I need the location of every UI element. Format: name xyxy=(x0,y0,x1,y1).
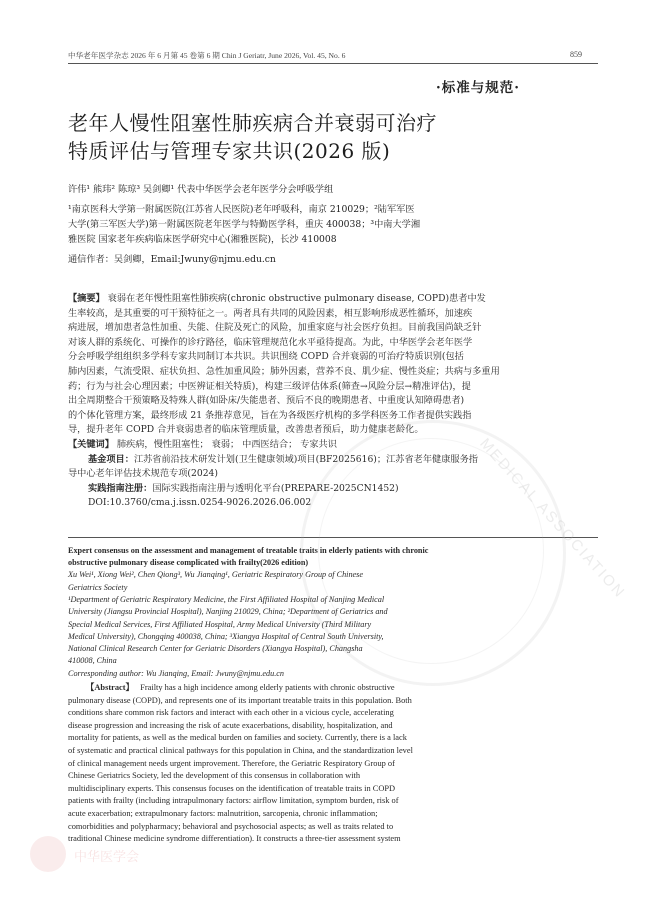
english-abstract-line: of clinical management needs urgent improvement. Therefore, the Geriatric Respiratory Group of xyxy=(68,758,395,768)
fund-label: 基金项目： xyxy=(88,453,134,465)
registry-label: 实践指南注册： xyxy=(88,482,153,494)
english-abstract-line: conditions share common risk factors and interact with each other in a vicious cycle, accelerating xyxy=(68,708,394,718)
english-affiliation-line: University (Jiangsu Provincial Hospital), Nanjing 210029, China; ²Department of Geriatrics and xyxy=(68,607,388,617)
fund-line-1: 基金项目：江苏省前沿技术研发计划(卫生健康领域)项目(BF2025616)；江苏省老年健康服务指 xyxy=(88,453,478,465)
abstract-cn-line: 药；行为与社会心理因素；中医辨证相关特质)，构建三级评估体系(筛查→风险分层→精准评估)，提 xyxy=(68,380,471,392)
keywords xyxy=(68,438,596,453)
english-abstract-line: acute exacerbation; extrapulmonary factors: malnutrition, sarcopenia, chronic inflammation; xyxy=(68,809,378,819)
article-title-line-2: 特质评估与管理专家共识(2026 版) xyxy=(68,139,391,163)
header-rule xyxy=(68,63,598,64)
article-title-line-1: 老年人慢性阻塞性肺疾病合并衰弱可治疗 xyxy=(68,111,437,135)
abstract-cn-line: 的个体化管理方案，最终形成 21 条推荐意见，旨在为各级医疗机构的多学科医务工作者提供实践指 xyxy=(68,409,472,421)
english-authors-line-2: Geriatrics Society xyxy=(68,582,128,592)
english-abstract-label: 【Abstract】 xyxy=(86,683,134,693)
english-title-line-1: Expert consensus on the assessment and management of treatable traits in elderly patients with chronic xyxy=(68,546,429,555)
affiliation-line-2: 大学(第三军医大学)第一附属医院老年医学与特勤医学科，重庆 400038；³中南大学湘 xyxy=(68,219,421,230)
english-abstract-line: comorbidities and polypharmacy; behavioral and psychosocial aspects; as well as traits related to xyxy=(68,821,394,831)
english-authors-line-1: Xu Wei¹, Xiong Wei², Chen Qiong³, Wu Jianqing¹, Geriatric Respiratory Group of Chinese xyxy=(68,570,363,580)
abstract-cn-line: 出全周期整合干预策略及特殊人群(如卧床/失能患者、预后不良的晚期患者、中重度认知障碍患者) xyxy=(68,395,465,407)
abstract-cn-line: 病进展，增加患者急性加重、失能、住院及死亡的风险，加重家庭与社会医疗负担。目前我国尚缺乏针 xyxy=(68,322,482,334)
english-abstract-line: of systematic and practical clinical pathways for this population in China, and the standardization level xyxy=(68,746,413,756)
english-abstract-line: 【Abstract】 Frailty has a high incidence among elderly patients with chronic obstructive xyxy=(68,682,598,695)
abstract-cn-line: 肺内因素，气流受限、症状负担、急性加重风险；肺外因素，营养不良、肌少症、慢性炎症；共病与多重用 xyxy=(68,365,500,377)
watermark-text: MEDICAL ASSOCIATION xyxy=(476,435,629,602)
author-list: 许伟¹ 熊玮² 陈琼³ 吴剑卿¹ 代表中华医学会老年医学分会呼吸学组 xyxy=(68,184,334,195)
abstract-cn-line: 导，提升老年 COPD 合并衰弱患者的临床管理质量，改善患者预后，助力健康老龄化。 xyxy=(68,424,424,436)
english-abstract-line: multidisciplinary experts. This consensus focuses on the identification of treatable traits in COPD xyxy=(68,783,396,793)
english-abstract-line: Chinese Geriatrics Society, led the development of this consensus in collaboration with xyxy=(68,771,361,781)
english-abstract-line: patients with frailty (including intrapulmonary factors: airflow limitation, symptom burden, risk of xyxy=(68,796,399,806)
english-affiliation-line: Medical University), Chongqing 400038, China; ³Xiangya Hospital of Central South University, xyxy=(68,631,384,641)
abstract-cn-line: 【摘要】 衰弱在老年慢性阻塞性肺疾病(chronic obstructive pulmonary disease, COPD)患者中发 xyxy=(68,293,486,304)
english-corresponding-author[interactable]: Corresponding author: Wu Jianqing, Email: Jwuny@njmu.edu.cn xyxy=(68,668,284,678)
registry: 实践指南注册：国际实践指南注册与透明化平台(PREPARE-2025CN1452) xyxy=(88,482,399,494)
running-head: 中华老年医学杂志 2026 年 6 月第 45 卷第 6 期 Chin J Geriatr, June 2026, Vol. 45, No. 6 xyxy=(68,51,346,60)
english-affiliation-line: National Clinical Research Center for Geriatric Disorders (Xiangya Hospital), Changsha xyxy=(68,644,363,654)
page-number: 859 xyxy=(570,50,582,59)
corresponding-author xyxy=(68,253,276,268)
column-heading: ·标准与规范· xyxy=(436,80,520,96)
english-affiliation-line: ¹Department of Geriatric Respiratory Medicine, the First Affiliated Hospital of Nanjing Medical xyxy=(68,595,385,604)
english-abstract-line: mortality for patients, as well as the medical burden on families and society. Currently, there is a lack xyxy=(68,733,407,743)
keywords-label: 【关键词】 xyxy=(68,438,114,450)
publisher-logo-text: 中华医学会 xyxy=(74,850,140,865)
english-affiliation-line: 410008, China xyxy=(68,656,117,666)
english-abstract-line: disease progression and increasing the risk of acute exacerbations, disability, hospitalization, and xyxy=(68,720,393,730)
abstract-cn-label: 【摘要】 xyxy=(68,293,105,304)
doi[interactable]: DOI:10.3760/cma.j.issn.0254-9026.2026.06.002 xyxy=(88,497,312,509)
keywords-text: 肺疾病，慢性阻塞性； 衰弱； 中西医结合； 专家共识 xyxy=(116,438,337,450)
english-title-line-2: obstructive pulmonary disease complicated with frailty(2026 edition) xyxy=(68,558,309,568)
fund-line-2: 导中心老年评估技术规范专项(2024) xyxy=(68,468,218,480)
affiliation-line-3: 雅医院 国家老年疾病临床医学研究中心(湘雅医院)，长沙 410008 xyxy=(68,234,337,245)
abstract-cn-line: 分会呼吸学组组织多学科专家共同制订本共识。共识围绕 COPD 合并衰弱的可治疗特质识别(包括 xyxy=(68,351,464,363)
affiliation-line-1: ¹南京医科大学第一附属医院(江苏省人民医院)老年呼吸科，南京 210029；²陆军军医 xyxy=(68,204,415,215)
publisher-logo-icon xyxy=(30,836,66,872)
english-affiliation-line: Special Medical Services, First Affiliated Hospital, Army Medical University (Third Military xyxy=(68,619,372,629)
english-abstract-line: pulmonary disease (COPD), and represents one of its important treatable traits in this population. Both xyxy=(68,695,412,705)
abstract-cn-line: 对该人群的系统化、可操作的诊疗路径，临床管理规范化水平亟待提高。为此，中华医学会老年医学 xyxy=(68,336,473,348)
abstract-cn-line: 生率较高，是其重要的可干预特征之一。两者具有共同的风险因素，相互影响形成恶性循环，加速疾 xyxy=(68,307,473,319)
corresponding-author-text[interactable]: 通信作者：吴剑卿，Email:Jwuny@njmu.edu.cn xyxy=(68,254,276,265)
english-abstract-line: traditional Chinese medicine syndrome differentiation). It constructs a three-tier assessment system xyxy=(68,834,401,844)
